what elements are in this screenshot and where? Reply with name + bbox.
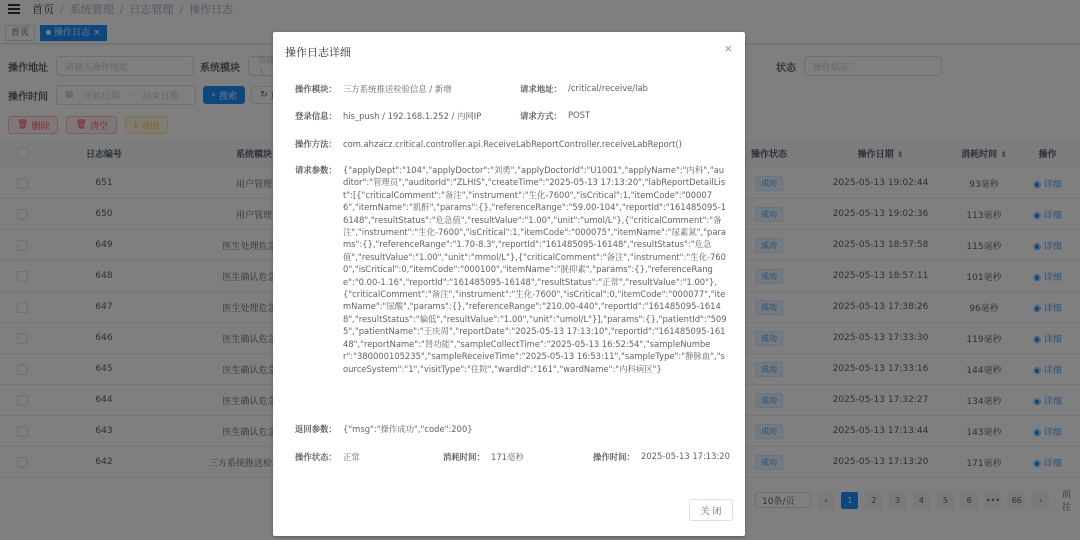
status-field-value: 正常 (343, 452, 360, 462)
params-field-label: 请求参数： (295, 165, 337, 175)
return-field-label: 返回参数： (295, 424, 337, 434)
module-field-value: 三方系统推送检验信息 / 新增 (343, 84, 452, 94)
return-field-value: {"msg":"操作成功","code":200} (343, 424, 473, 434)
close-icon[interactable]: × (723, 42, 733, 55)
url-row (520, 83, 648, 95)
status-row (295, 451, 360, 463)
method-field-value: com.ahzacz.critical.controller.api.ReceiveLabReportController.receiveLabReport() (343, 139, 682, 149)
req-method-row (520, 110, 590, 122)
module-field-label: 操作模块： (295, 84, 337, 94)
login-row (295, 110, 481, 122)
req-method-field-value: POST (568, 110, 591, 120)
url-field-value: /critical/receive/lab (568, 83, 648, 93)
login-field-label: 登录信息： (295, 111, 337, 121)
params-row (295, 164, 729, 375)
params-field-value: {"applyDept":"104","applyDoctor":"刘勇","applyDoctorId":"U1001","applyName":"内科","auditor":"管理员","auditorId":"ZLHIS","createTime":"2025-05-13 17:13:20","labReportDetailList":[{"criticalComment":"备注","instrument":"生化-7600","isCritical":1,"itemCode":"000076","itemName":"肌酐","params":{},"referenceRange":"59.00-104","reportId":"161485095-16148","resultStatus":"危急值","resultValue":"1.00","unit":"umol/L"},{"criticalComment":"备注","instrument":"生化-7600","isCritical":1,"itemCode":"000075","itemName":"尿素氮","params":{},"referenceRange":"1.70-8.3","reportId":"161485095-16148","resultStatus":"危急值","resultValue":"1.00","unit":"mmol/L"},{"criticalComment":"备注","instrument":"生化-7600","isCritical":0,"itemCode":"000100","itemName":"胱抑素","params":{},"referenceRange":"0.00-1.16","reportId":"161485095-16148","resultStatus":"正常","resultValue":"1.00"},{"criticalComment":"备注","instrument":"生化-7600","isCritical":0,"itemCode":"000077","itemName":"尿酸","params":{},"referenceRange":"210.00-440","reportId":"161485095-16148","resultStatus":"偏低","resultValue":"1.00","unit":"umol/L"}],"params":{},"patientId":"5095","patientName":"王庆周","reportDate":"2025-05-13 17:13:10","reportId":"161485095-16148","reportName":"肾功能","sampleCollectTime":"2025-05-13 16:52:54","sampleNumber":"380000105235","sampleReceiveTime":"2025-05-13 16:53:11","sampleType":"静脉血","sourceSystem":"1","visitType":"住院","wardId":"161","wardName":"内科病区"} (343, 165, 727, 374)
module-row (295, 83, 452, 95)
return-row (295, 423, 473, 435)
operation-log-detail-dialog (273, 32, 745, 536)
dialog-title: 操作日志详细 (285, 46, 351, 59)
cost-field-label: 消耗时间： (443, 452, 485, 462)
time-field-value: 2025-05-13 17:13:20 (641, 451, 730, 461)
close-button[interactable]: 关 闭 (689, 499, 733, 521)
method-row (295, 138, 682, 150)
time-row (593, 451, 730, 463)
method-field-label: 操作方法： (295, 139, 337, 149)
status-field-label: 操作状态： (295, 452, 337, 462)
req-method-field-label: 请求方式： (520, 111, 562, 121)
url-field-label: 请求地址： (520, 84, 562, 94)
cost-field-value: 171毫秒 (491, 452, 524, 462)
time-field-label: 操作时间： (593, 452, 635, 462)
login-field-value: his_push / 192.168.1.252 / 内网IP (343, 111, 482, 121)
cost-row (443, 451, 524, 463)
